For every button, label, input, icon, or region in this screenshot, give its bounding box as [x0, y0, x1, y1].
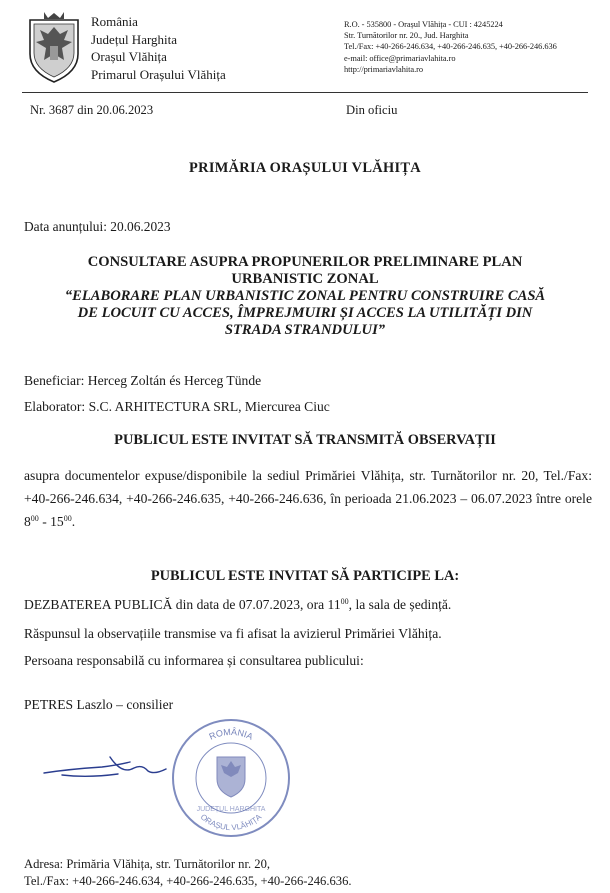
- announcement-date-value: 20.06.2023: [110, 219, 171, 234]
- official-stamp-icon: [168, 715, 294, 841]
- observations-text: [24, 464, 592, 533]
- consultation-heading-line1: CONSULTARE ASUPRA PROPUNERILOR PRELIMINARE PLAN: [87, 254, 523, 270]
- registration-number: Nr. 3687 din 20.06.2023: [30, 103, 154, 117]
- observations-body: asupra documentelor expuse/disponibile la sediul Primăriei Vlăhița, str. Turnătorilor nr. 20, Tel./Fax: +40-266-246.634, +40-266-246.635, +40-266-246.636, în perioada 21.06.2023 – 06.07.2023 între orele 8: [24, 468, 592, 529]
- contact-website[interactable]: http://primariavlahita.ro: [344, 64, 423, 74]
- responsible-name: PETRES Laszlo – consilier: [24, 697, 174, 712]
- debate-hour-sup: 00: [340, 597, 349, 606]
- debate-line: [24, 597, 451, 613]
- observations-end: .: [71, 514, 76, 529]
- consultation-heading-line2: URBANISTIC ZONAL: [231, 271, 379, 287]
- project-title-line2: DE LOCUIT CU ACCES, ÎMPREJMUIRI ȘI ACCES LA UTILITĂȚI DIN: [77, 305, 533, 321]
- contact-registration: R.O. - 535800 - Orașul Vlăhița - CUI : 4245224: [344, 20, 503, 29]
- signature-icon: [40, 745, 180, 785]
- announcement-date: [24, 219, 171, 235]
- registration-note: Din oficiu: [346, 103, 398, 117]
- project-title-line1: “ELABORARE PLAN URBANISTIC ZONAL PENTRU CONSTRUIRE CASĂ: [64, 288, 546, 304]
- hours-separator: - 15: [38, 514, 64, 529]
- participation-heading: PUBLICUL ESTE INVITAT SĂ PARTICIPE LA:: [150, 568, 460, 584]
- debate-end: , la sala de ședință.: [348, 597, 452, 612]
- issuer-mayor: Primarul Orașului Vlăhița: [91, 66, 226, 82]
- footer-address-line: Adresa: Primăria Vlăhița, str. Turnătorilor nr. 20,: [24, 857, 271, 871]
- svg-text:ORAȘUL VLĂHIȚA: [199, 812, 264, 832]
- beneficiary-label: Beneficiar:: [24, 373, 85, 388]
- hour-start-sup: 00: [30, 514, 39, 523]
- footer-address: [24, 856, 352, 890]
- observations-heading: PUBLICUL ESTE INVITAT SĂ TRANSMITĂ OBSERVAȚII: [114, 432, 496, 448]
- svg-text:ROMÂNIA: [208, 727, 255, 742]
- elaborator-value: S.C. ARHITECTURA SRL, Miercurea Ciuc: [88, 399, 330, 414]
- elaborator-line: [24, 399, 330, 415]
- contact-phone: Tel./Fax: +40-266-246.634, +40-266-246.635, +40-266-246.636: [344, 42, 557, 52]
- coat-of-arms-icon: [24, 10, 84, 84]
- issuer-county: Județul Harghita: [91, 31, 178, 47]
- responsible-label: Persoana responsabilă cu informarea și consultarea publicului:: [24, 653, 364, 668]
- contact-street: Str. Turnătorilor nr. 20., Jud. Harghita: [344, 31, 469, 41]
- issuer-block: [91, 13, 226, 83]
- stamp-top-text: ROMÂNIA: [207, 726, 255, 742]
- contact-email[interactable]: e-mail: office@primariavlahita.ro: [344, 53, 456, 63]
- contact-block: [344, 19, 557, 75]
- issuer-country: România: [91, 14, 138, 29]
- beneficiary-value: Herceg Zoltán és Herceg Tünde: [87, 373, 262, 388]
- project-title-line3: STRADA STRANDULUI”: [224, 322, 386, 338]
- consultation-heading: [40, 254, 570, 339]
- footer-phone-line: Tel./Fax: +40-266-246.634, +40-266-246.635, +40-266-246.636.: [24, 874, 352, 888]
- page-title: PRIMĂRIA ORAȘULUI VLĂHIȚA: [189, 160, 421, 176]
- header-divider: [22, 92, 588, 93]
- stamp-bottom-text: ORAȘUL VLĂHIȚA: [198, 812, 264, 833]
- beneficiary-line: [24, 373, 261, 389]
- announcement-date-label: Data anunțului:: [24, 219, 107, 234]
- response-line: Răspunsul la observațiile transmise va fi afisat la avizierul Primăriei Vlăhița.: [24, 626, 442, 641]
- hour-end-sup: 00: [63, 514, 72, 523]
- elaborator-label: Elaborator:: [24, 399, 86, 414]
- issuer-town: Orașul Vlăhița: [91, 49, 167, 64]
- stamp-mid-text: JUDEȚUL HARGHITA: [196, 806, 266, 813]
- debate-text: DEZBATEREA PUBLICĂ din data de 07.07.2023, ora 11: [24, 597, 341, 612]
